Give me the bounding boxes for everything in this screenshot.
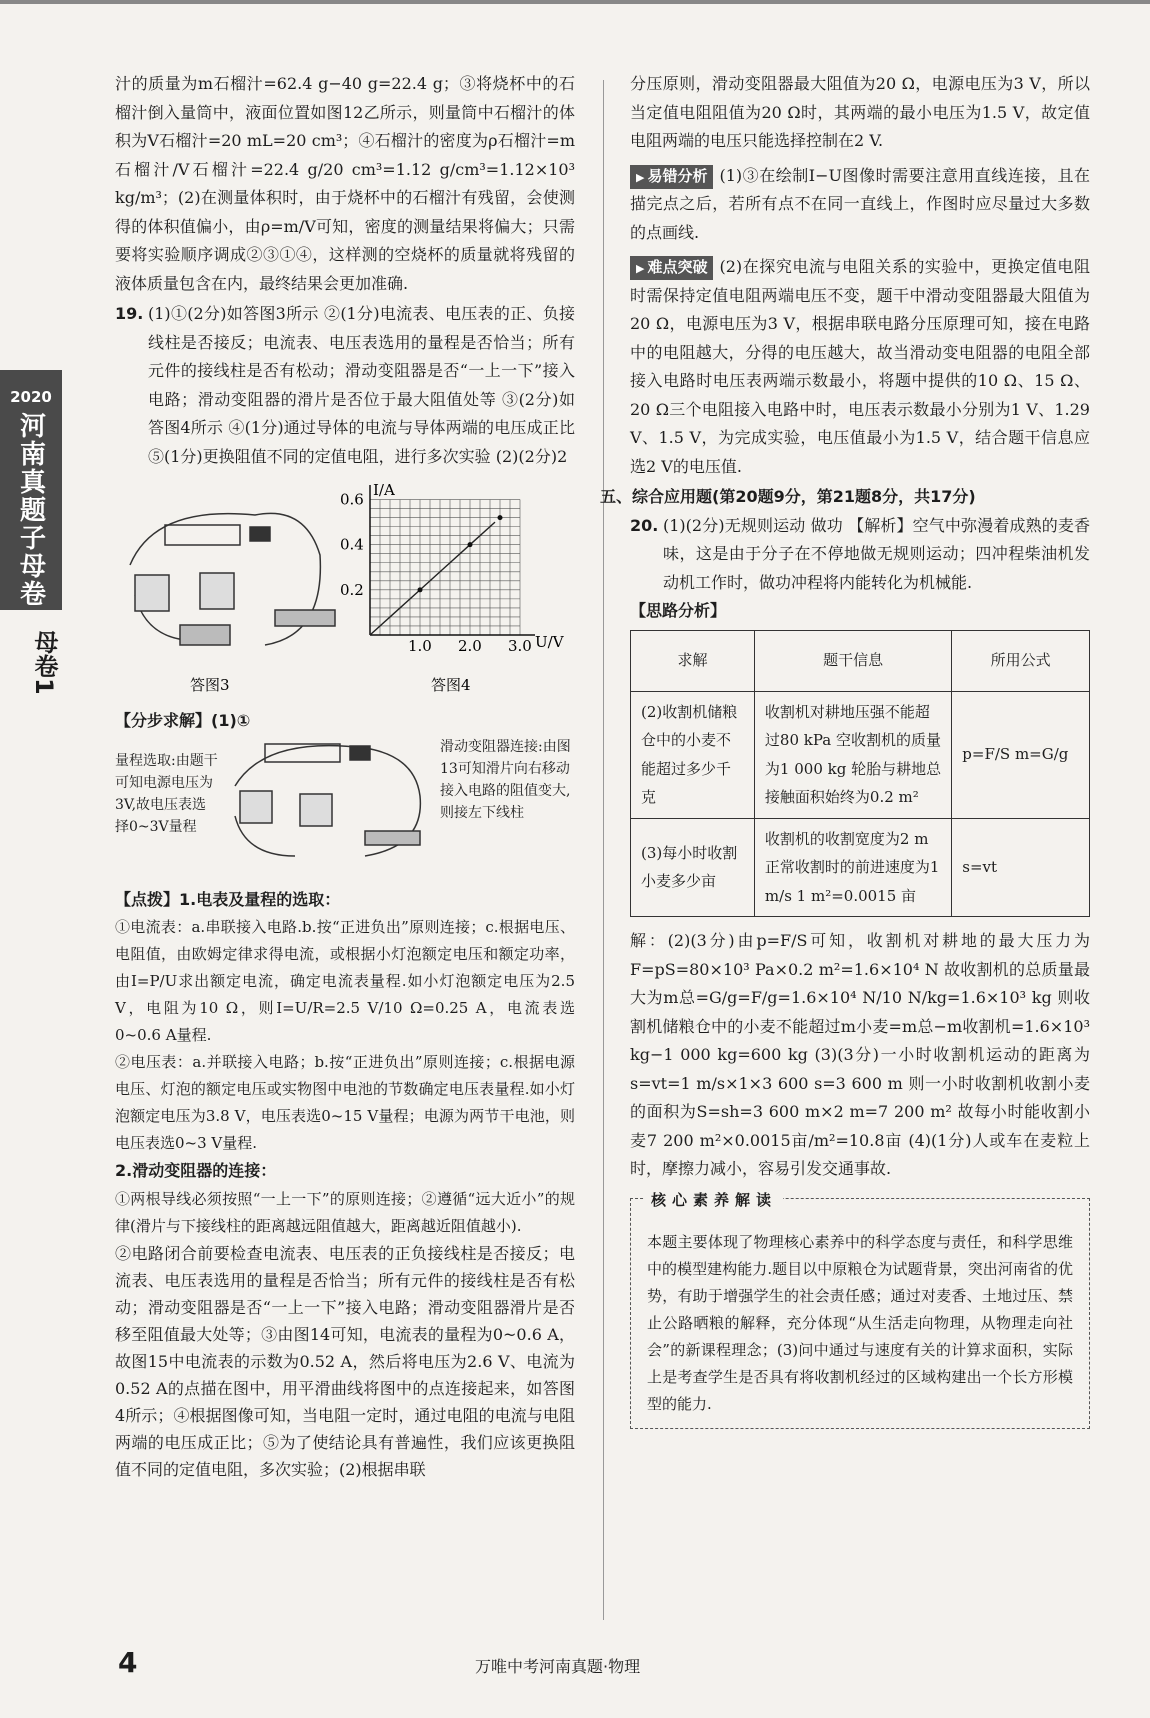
table-row bbox=[631, 691, 1090, 818]
x-tick-label: 3.0 bbox=[508, 637, 532, 655]
left-column bbox=[115, 70, 575, 1483]
right-column bbox=[600, 70, 1090, 1429]
q19-number: 19. bbox=[115, 304, 144, 323]
difficulty-breakthrough bbox=[630, 253, 1090, 481]
data-line bbox=[370, 522, 495, 635]
figure-row bbox=[115, 475, 575, 703]
core-text: 本题主要体现了物理核心素养中的科学态度与责任，和科学思维中的模型建构能力.题目以中原粮仓为试题背景，突出河南省的优势，有助于增强学生的社会责任感；通过对麦香、土地过压、禁止公路晒粮的解释，充分体现“从生活走向物理，从物理走向社会”的新课程理念；(3)问中通过与速度有关的计算求面积，实际上是考查学生是否具有将收割机经过的区域构建出一个长方形模型的能力. bbox=[647, 1232, 1073, 1413]
paragraph-q18-cont: 汁的质量为m石榴汁=62.4 g−40 g=22.4 g；③将烧杯中的石榴汁倒入量筒中，液面位置如图12乙所示，则量筒中石榴汁的体积为V石榴汁=20 mL=20 cm³；④石榴汁的密度为ρ石榴汁=m石榴汁/V石榴汁=22.4 g/20 cm³=1.12 g/cm³=1.12×10³ kg/m³；(2)在测量体积时，由于烧杯中的石榴汁有残留，会使测得的体积值偏小，由ρ=m/V可知，密度的测量结果将偏大；只需要将实验顺序调成②③①④，这样测的空烧杯的质量就将残留的液体质量包含在内，最终结果会更加准确. bbox=[115, 74, 575, 293]
y-tick-label: 0.2 bbox=[340, 580, 364, 599]
table-header: 所用公式 bbox=[952, 630, 1090, 691]
analysis-table bbox=[630, 630, 1090, 918]
x-tick-label: 1.0 bbox=[408, 637, 432, 655]
figures-svg bbox=[115, 475, 575, 703]
y-tick-label: 0.6 bbox=[340, 490, 364, 509]
table-row bbox=[631, 818, 1090, 917]
table-cell: 收割机的收割宽度为2 m 正常收割时的前进速度为1 m/s 1 m²=0.0015 亩 bbox=[754, 818, 951, 917]
tip-voltmeter: ②电压表：a.并联接入电路；b.按“正进负出”原则连接；c.根据电源电压、灯泡的额定电压或实物图中电池的节数确定电压表量程.如小灯泡额定电压为3.8 V，电压表选0~15 V量程；电源为两节干电池，则电压表选0~3 V量程. bbox=[115, 1053, 575, 1152]
graph-marks bbox=[340, 491, 532, 655]
column-divider bbox=[603, 80, 604, 1620]
sidebar-year: 2020 bbox=[10, 388, 52, 406]
fig3-caption: 答图3 bbox=[190, 676, 230, 694]
table-cell: (2)收割机储粮仓中的小麦不能超过多少千克 bbox=[631, 691, 755, 818]
top-rule bbox=[0, 0, 1150, 4]
difficulty-tag: ▶ 难点突破 bbox=[630, 256, 713, 280]
data-point bbox=[468, 542, 473, 547]
tip-check: ②电路闭合前要检查电流表、电压表的正负接线柱是否接反；电流表、电压表选用的量程是否恰当；所有元件的接线柱是否有松动；滑动变阻器是否“一上一下”接入电路；滑动变阻器滑片是否移至阻值最大处等；③由图14可知，电流表的量程为0~0.6 A，故图15中电流表的示数为0.52 A，然后将电压为2.6 V、电流为0.52 A的点描在图中，用平滑曲线将图中的点连接起来，如答图4所示；④根据图像可知，当电阻一定时，通过电阻的电流与电阻两端的电压成正比；⑤为了使结论具有普遍性，我们应该更换阻值不同的定值电阻，多次实验；(2)根据串联 bbox=[115, 1243, 575, 1479]
step-circuit bbox=[215, 736, 430, 866]
question-19 bbox=[115, 300, 575, 471]
error-tag: ▶ 易错分析 bbox=[630, 165, 713, 189]
sidebar-title: 河南真题子母卷 bbox=[15, 412, 46, 608]
table-cell: s=vt bbox=[952, 818, 1090, 917]
note-range: 量程选取:由题干可知电源电压为3V,故电压表选择0~3V量程 bbox=[115, 752, 218, 835]
core-title: 核心素养解读 bbox=[645, 1187, 783, 1214]
footer-brand: 万唯中考河南真题·物理 bbox=[475, 1657, 641, 1676]
sidebar-sub: 母卷1 bbox=[30, 630, 58, 695]
difficulty-text: (2)在探究电流与电阻关系的实验中，更换定值电阻时需保持定值电阻两端电压不变，题干中滑动变阻器最大阻值为20 Ω，电源电压为3 V，根据串联电路分压原理可知，接在电路中的电阻越大，分得的电压越大，故当滑动变电阻器的电阻全部接入电路时电压表两端示数最小，将题中提供的10 Ω、15 Ω、20 Ω三个电阻接入电路中时，电压表示数最小分别为1 V、1.29 V、1.5 V，为完成实验，电压值最小为1.5 V，结合题干信息应选2 V的电压值. bbox=[630, 257, 1090, 476]
x-tick-label: 2.0 bbox=[458, 637, 482, 655]
paragraph-q19-cont: 分压原则，滑动变阻器最大阻值为20 Ω，电源电压为3 V，所以当定值电阻阻值为20 Ω时，其两端的最小电压为1.5 V，故定值电阻两端的电压只能选择控制在2 V. bbox=[630, 74, 1090, 150]
y-tick-label: 0.4 bbox=[340, 535, 364, 554]
step-label: 【分步求解】(1)① bbox=[115, 711, 251, 730]
data-point bbox=[498, 515, 503, 520]
q19-text: (1)①(2分)如答图3所示 ②(1分)电流表、电压表的正、负接线柱是否接反；电流表、电压表选用的量程是否恰当；所有元件的接线柱是否有松动；滑动变阻器是否“一上一下”接入电路；滑动变阻器的滑片是否位于最大阻值处等 ③(2分)如答图4所示 ④(1分)通过导体的电流与导体两端的电压成正比 ⑤(1分)更换阻值不同的定值电阻，进行多次实验 (2)(2分)2 bbox=[148, 304, 575, 466]
tip-rheostat-title: 2.滑动变阻器的连接： bbox=[115, 1161, 277, 1180]
graph-figure-4 bbox=[340, 481, 565, 655]
question-20 bbox=[630, 512, 1090, 598]
tip-rheostat: ①两根导线必须按照“一上一下”的原则连接；②遵循“远大近小”的规律(滑片与下接线柱的距离越远阻值越大，距离越近阻值越小). bbox=[115, 1189, 575, 1235]
note-rheostat: 滑动变阻器连接:由图13可知滑片向右移动接入电路的阻值变大,则接左下线柱 bbox=[440, 738, 571, 821]
step-figure bbox=[115, 736, 575, 886]
data-point bbox=[418, 587, 423, 592]
y-axis-label: I/A bbox=[373, 481, 395, 499]
table-header: 题干信息 bbox=[754, 630, 951, 691]
page-number: 4 bbox=[118, 1646, 138, 1679]
tip-title: 【点拨】1.电表及量程的选取： bbox=[115, 889, 341, 909]
circuit-figure-3 bbox=[130, 513, 335, 645]
table-cell: p=F/S m=G/g bbox=[952, 691, 1090, 818]
table-cell: 收割机对耕地压强不能超过80 kPa 空收割机的质量为1 000 kg 轮胎与耕地总接触面积始终为0.2 m² bbox=[754, 691, 951, 818]
core-literacy-box bbox=[630, 1190, 1090, 1429]
error-analysis bbox=[630, 162, 1090, 248]
x-axis-label: U/V bbox=[535, 633, 564, 651]
section-5-title: 五、综合应用题(第20题9分，第21题8分，共17分) bbox=[600, 487, 976, 506]
sidebar-tab bbox=[0, 370, 62, 610]
table-cell: (3)每小时收割小麦多少亩 bbox=[631, 818, 755, 917]
fig4-caption: 答图4 bbox=[431, 676, 471, 694]
table-header-row bbox=[631, 630, 1090, 691]
q20-text: (1)(2分)无规则运动 做功 【解析】空气中弥漫着成熟的麦香味，这是由于分子在不停地做无规则运动；四冲程柴油机发动机工作时，做功冲程将内能转化为机械能. bbox=[663, 515, 1090, 592]
error-text: (1)③在绘制I−U图像时需要注意用直线连接，且在描完点之后，若所有点不在同一直线上，作图时应尽量过大多数的点画线. bbox=[630, 165, 1090, 242]
thinking-label: 【思路分析】 bbox=[630, 601, 727, 620]
q20-number: 20. bbox=[630, 515, 659, 535]
solution-text: 解：(2)(3分)由p=F/S可知，收割机对耕地的最大压力为F=pS=80×10³ Pa×0.2 m²=1.6×10⁴ N 故收割机的总质量最大为m总=G/g=F/g=1.6×10⁴ N/10 N/kg=1.6×10³ kg 则收割机储粮仓中的小麦不能超过m小麦=m总−m收割机=1.6×10³ kg−1 000 kg=600 kg (3)(3分)一小时收割机运动的距离为s=vt=1 m/s×1×3 600 s=3 600 m 则一小时收割机收割小麦的面积为S=sh=3 600 m×2 m=7 200 m² 故每小时能收割小麦7 200 m²×0.0015亩/m²=10.8亩 (4)(1分)人或车在麦粒上时，摩擦力减小，容易引发交通事故. bbox=[630, 931, 1090, 1178]
table-header: 求解 bbox=[631, 630, 755, 691]
tip-ammeter: ①电流表：a.串联接入电路.b.按“正进负出”原则连接；c.根据电压、电阻值，由欧姆定律求得电流，或根据小灯泡额定电压和额定功率，由I=P/U求出额定电流，确定电流表量程.如小灯泡额定电压为2.5 V，电阻为10 Ω，则I=U/R=2.5 V/10 Ω=0.25 A，电流表选0~0.6 A量程. bbox=[115, 918, 575, 1044]
